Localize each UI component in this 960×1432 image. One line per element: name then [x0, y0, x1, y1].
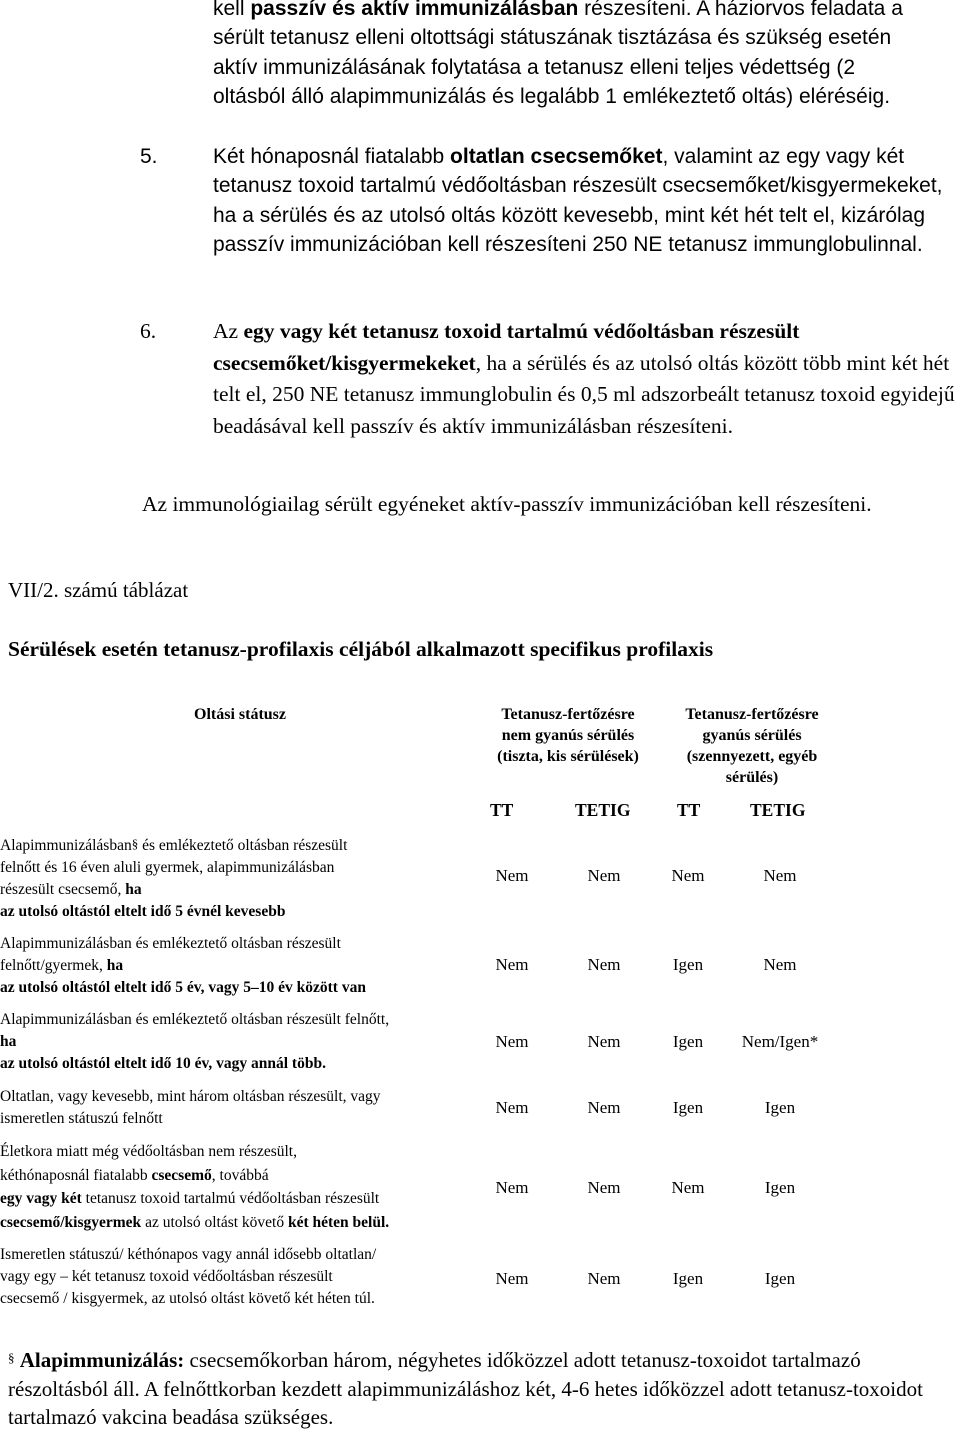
intro-emphasis: passzív és aktív immunizálásban [250, 0, 579, 20]
table-title: Sérülések esetén tetanusz-profilaxis céljából alkalmazott specifikus profilaxis [8, 637, 714, 661]
list-number: 5. [140, 145, 158, 168]
text-run: felnőtt/gyermek, [0, 957, 107, 974]
text-line: felnőtt és 16 éven aluli gyermek, alapimmunizálásban [0, 859, 335, 876]
header-line: nem gyanús sérülés [501, 727, 635, 744]
text-run: , ha a sérülés és az utolsó oltás között több mint két hét telt el, 250 NE tetanusz immunglobulin és 0,5 ml adszorbeált tetanusz toxoid egyidejű beadásával kell passzív és aktív immunizálásban részesíteni. [213, 350, 955, 438]
footnote-text: csecsemőkorban három, négyhetes időközzel adott tetanusz-toxoidot tartalmazó részoltásból áll. A felnőttkorban kezdett alapimmunizáláshoz két, 4-6 hetes időközzel adott tetanusz-toxoidot tartalmazó vakcina beadása szükséges. [8, 1348, 923, 1429]
intro-line: aktív immunizálásának folytatása a tetanusz elleni teljes védettség (2 [213, 55, 856, 79]
text-emphasis: az utolsó oltástól eltelt idő 5 évnél kevesebb [0, 903, 286, 920]
header-vaccination-status: Oltási státusz [194, 706, 286, 723]
footnote-mark: § [8, 1350, 15, 1365]
text-line: Életkora miatt még védőoltásban nem részesült, [0, 1143, 297, 1160]
text-emphasis: oltatlan csecsemőket [450, 145, 663, 168]
table-cell: Nem/Igen* [741, 1032, 819, 1051]
header-line: gyanús sérülés [702, 727, 802, 744]
table-cell: Nem [495, 1178, 529, 1197]
table-cell: Nem [495, 955, 529, 974]
table-row-label [0, 1086, 485, 1130]
text-run: részesült csecsemő, [0, 881, 126, 898]
table-cell: Nem [587, 1098, 621, 1117]
header-line: Tetanusz-fertőzésre [685, 706, 819, 723]
table-cell: Nem [763, 955, 797, 974]
subheader-tt: TT [490, 800, 514, 820]
table-row-label [0, 835, 485, 923]
table-cell: Nem [671, 866, 705, 885]
footnote-mark: § [131, 836, 139, 851]
list-number: 6. [140, 319, 157, 343]
footnote-term: Alapimmunizálás: [19, 1348, 185, 1372]
table-cell: Igen [672, 955, 704, 974]
subheader-tt: TT [677, 800, 701, 820]
text-run: Alapimmunizálásban [0, 837, 132, 854]
text-run: Az [213, 319, 244, 343]
table-cell: Igen [672, 1032, 704, 1051]
table-cell: Igen [764, 1269, 796, 1288]
text-line: Alapimmunizálásban és emlékeztető oltásban részesült felnőtt, [0, 1011, 390, 1028]
table-row-label [0, 1140, 485, 1234]
list-item-text [213, 142, 955, 260]
text-line: Oltatlan, vagy kevesebb, mint három oltásban részesült, vagy [0, 1088, 381, 1105]
table-cell: Nem [495, 1269, 529, 1288]
text-run: , valamint az egy vagy két tetanusz toxoid tartalmú védőoltásban részesült csecsemőket/kisgyermekeket, ha a sérülés és az utolsó oltás között kevesebb, mint két hét telt el, kizárólag passzív immunizációban kell részesíteni 250 NE tetanusz immunglobulinnal. [213, 145, 943, 257]
table-cell: Nem [671, 1178, 705, 1197]
text-run: tetanusz toxoid tartalmú védőoltásban részesült [81, 1190, 380, 1207]
text-emphasis: csecsemő [151, 1166, 212, 1184]
table-cell: Nem [495, 866, 529, 885]
immunocompromised-note: Az immunológiailag sérült egyéneket aktív-passzív immunizációban kell részesíteni. [142, 492, 872, 516]
text-emphasis: ha [125, 881, 142, 898]
text-emphasis: az utolsó oltástól eltelt idő 10 év, vagy annál több. [0, 1055, 326, 1072]
subheader-tetig: TETIG [575, 800, 631, 820]
table-cell: Nem [587, 866, 621, 885]
table-cell: Nem [495, 1032, 529, 1051]
text-run: Két hónaposnál fiatalabb [213, 145, 451, 168]
intro-text: részesíteni. A háziorvos feladata a [578, 0, 903, 20]
text-line: vagy egy – két tetanusz toxoid védőoltásban részesült [0, 1268, 333, 1285]
table-row-label [0, 933, 485, 999]
table-cell: Igen [764, 1098, 796, 1117]
header-line: Tetanusz-fertőzésre [501, 706, 635, 723]
table-cell: Nem [587, 1032, 621, 1051]
table-cell: Igen [764, 1178, 796, 1197]
text-line: ismeretlen státuszú felnőtt [0, 1110, 163, 1127]
text-line: csecsemő / kisgyermek, az utolsó oltást követő két héten túl. [0, 1290, 375, 1307]
table-label: VII/2. számú táblázat [8, 578, 189, 602]
table-cell: Nem [587, 1178, 621, 1197]
text-emphasis: egy vagy két [0, 1190, 82, 1207]
header-suspect-wound [652, 704, 852, 788]
intro-paragraph [213, 0, 958, 112]
text-emphasis: csecsemő/kisgyermek [0, 1213, 142, 1231]
header-non-suspect-wound [468, 704, 668, 767]
table-row-label [0, 1009, 485, 1075]
table-cell: Igen [672, 1098, 704, 1117]
list-item-text [213, 316, 955, 442]
text-emphasis: két héten belül. [287, 1213, 390, 1231]
footnote [8, 1346, 953, 1432]
text-emphasis: ha [0, 1033, 17, 1050]
table-cell: Nem [763, 866, 797, 885]
table-cell: Igen [672, 1269, 704, 1288]
intro-line: oltásból álló alapimmunizálás és legalább 1 emlékeztető oltás) eléréséig. [213, 85, 891, 109]
text-run: az utolsó oltást követő [141, 1213, 288, 1231]
subheader-tetig: TETIG [750, 800, 806, 820]
text-emphasis: ha [106, 957, 124, 974]
intro-line: sérült tetanusz elleni oltottsági státuszának tisztázása és szükség esetén [213, 26, 892, 50]
table-row-label [0, 1244, 485, 1310]
text-line: Ismeretlen státuszú/ kéthónapos vagy annál idősebb oltatlan/ [0, 1246, 377, 1263]
header-line: (szennyezett, egyéb [686, 748, 818, 765]
table-cell: Nem [587, 955, 621, 974]
header-line: (tiszta, kis sérülések) [497, 748, 639, 765]
intro-text: kell [213, 0, 251, 20]
text-run: , továbbá [211, 1166, 269, 1184]
text-emphasis: egy vagy két tetanusz toxoid tartalmú védőoltásban részesült csecsemőket/kisgyermekeket [213, 319, 800, 375]
text-run: és emlékeztető oltásban részesült [138, 837, 348, 854]
text-run: kéthónaposnál fiatalabb [0, 1166, 152, 1184]
table-cell: Nem [587, 1269, 621, 1288]
header-line: sérülés) [725, 769, 779, 786]
table-cell: Nem [495, 1098, 529, 1117]
text-line: Alapimmunizálásban és emlékeztető oltásban részesült [0, 935, 341, 952]
text-emphasis: az utolsó oltástól eltelt idő 5 év, vagy 5–10 év között van [0, 979, 366, 996]
